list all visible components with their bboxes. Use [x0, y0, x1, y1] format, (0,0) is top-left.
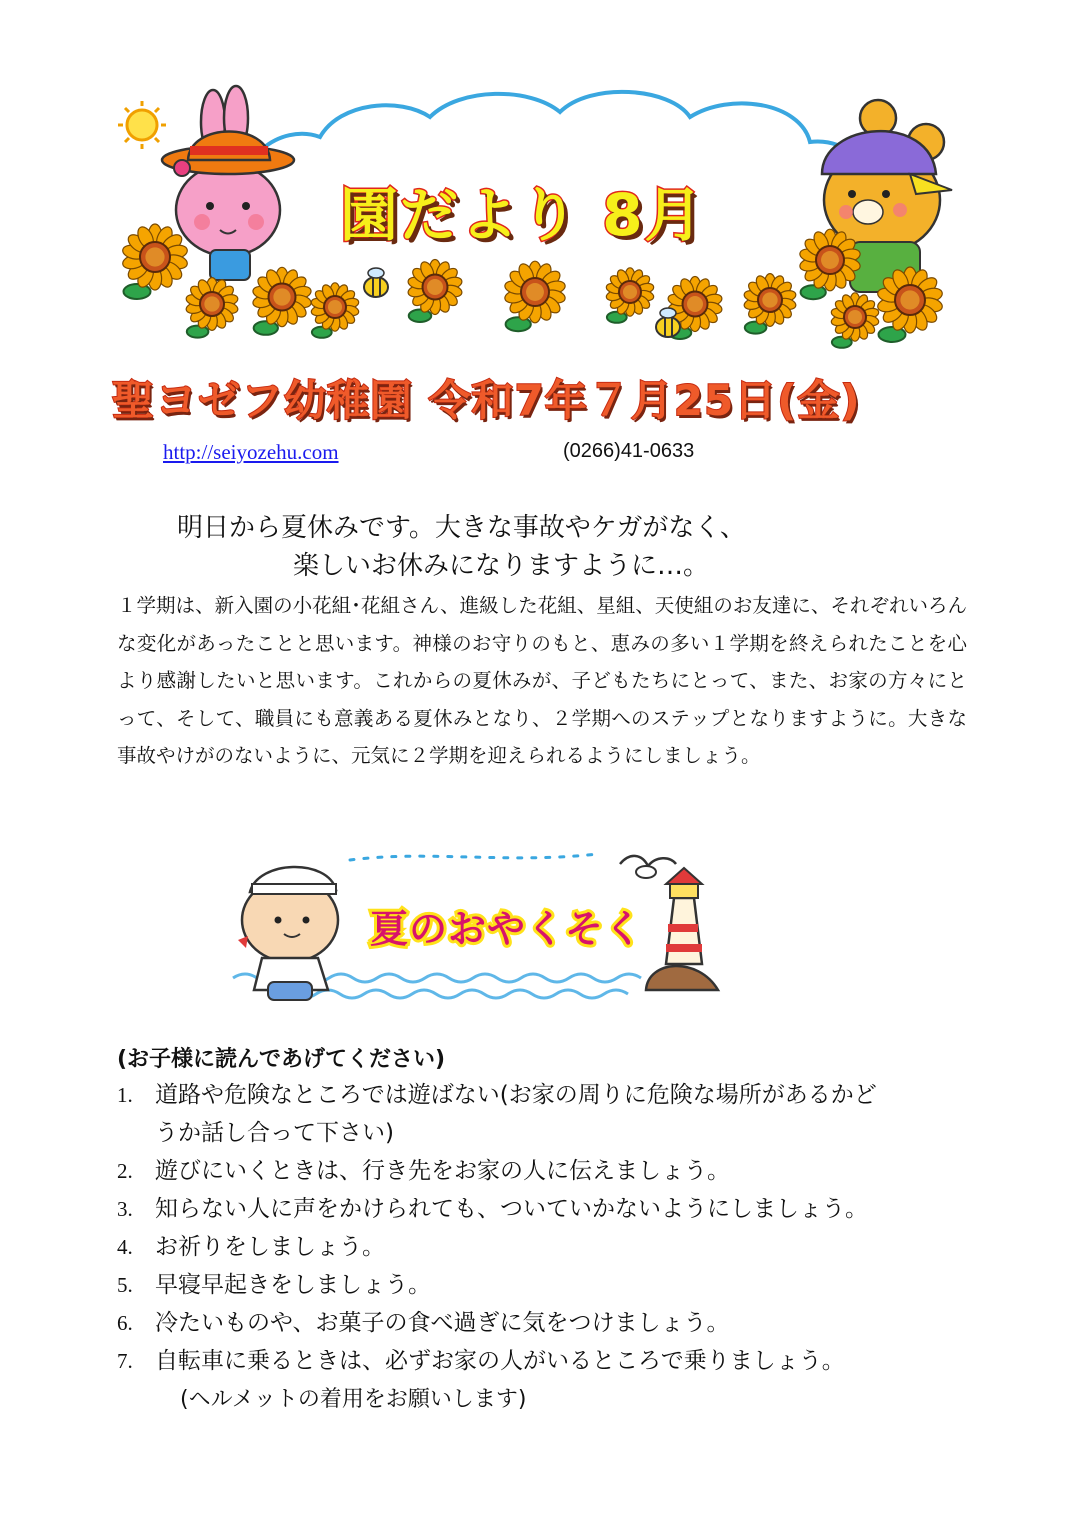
list-text: 道路や危険なところでは遊ばない(お家の周りに危険な場所があるかど: [155, 1082, 877, 1108]
list-text: 自転車に乗るときは、必ずお家の人がいるところで乗りましょう。: [155, 1348, 845, 1374]
promise-list: [117, 1076, 977, 1380]
lighthouse-icon: [646, 868, 718, 990]
list-text: 遊びにいくときは、行き先をお家の人に伝えましょう。: [155, 1158, 730, 1184]
list-item: [117, 1304, 977, 1342]
helmet-note: (ヘルメットの着用をお願いします): [180, 1387, 527, 1412]
read-aloud-note: (お子様に読んであげてください): [117, 1047, 446, 1072]
list-number: 5.: [117, 1273, 133, 1297]
phone-number: (0266)41-0633: [563, 440, 695, 462]
list-text-continued: うか話し合って下さい): [155, 1120, 394, 1146]
summer-promise-title: 夏のおやくそく: [370, 907, 644, 951]
list-item: [117, 1076, 977, 1152]
list-number: 3.: [117, 1197, 133, 1221]
list-text: 知らない人に声をかけられても、ついていかないようにしましょう。: [155, 1196, 868, 1222]
list-number: 7.: [117, 1349, 133, 1373]
seagull-icon: [620, 856, 676, 878]
sunflower-icon: [252, 267, 313, 335]
website-link[interactable]: http://seiyozehu.com: [163, 440, 339, 464]
list-text: 冷たいものや、お菓子の食べ過ぎに気をつけましょう。: [155, 1310, 730, 1336]
list-number: 6.: [117, 1311, 133, 1335]
sunflower-icon: [743, 274, 797, 334]
sunflower-icon: [407, 260, 463, 323]
sailor-child-icon: [238, 867, 338, 1000]
list-number: 1.: [117, 1083, 133, 1107]
list-text: お祈りをしましょう。: [155, 1234, 385, 1260]
list-text: 早寝早起きをしましょう。: [155, 1272, 431, 1298]
list-number: 4.: [117, 1235, 133, 1259]
intro-heading-line2: 楽しいお休みになりますように…。: [293, 551, 710, 581]
list-item: [117, 1152, 977, 1190]
list-item: [117, 1190, 977, 1228]
list-item: [117, 1342, 977, 1380]
school-and-date: 聖ヨゼフ幼稚園 令和7年７月25日(金): [112, 376, 861, 425]
sunflower-icon: [830, 293, 879, 348]
sunflower-icon: [605, 268, 654, 323]
bee-icon: [364, 268, 388, 297]
sunflower-icon: [121, 224, 188, 299]
list-item: [117, 1228, 977, 1266]
sunflower-icon: [310, 283, 359, 338]
list-item: [117, 1266, 977, 1304]
sunflower-icon: [185, 278, 239, 338]
sunflower-icon: [876, 267, 943, 342]
newsletter-title: 園だより 8月: [340, 181, 705, 249]
intro-heading-line1: 明日から夏休みです。大きな事故やケガがなく、: [177, 513, 746, 543]
intro-paragraph: １学期は、新入園の小花組･花組さん、進級した花組、星組、天使組のお友達に、それぞれいろんな変化があったことと思います。神様のお守りのもと、恵みの多い１学期を終えられたことを心より感謝したいと思います。これからの夏休みが、子どもたちにとって、また、お家の方々にとって、そして、職員にも意義ある夏休みとなり、２学期へのステップとなりますように。大きな事故やけがのないように、元気に２学期を迎えられるようにしましょう。: [117, 594, 967, 767]
sunflower-icon: [504, 261, 567, 331]
bee-icon: [656, 308, 680, 337]
list-number: 2.: [117, 1159, 133, 1183]
sun-icon: [118, 101, 166, 149]
